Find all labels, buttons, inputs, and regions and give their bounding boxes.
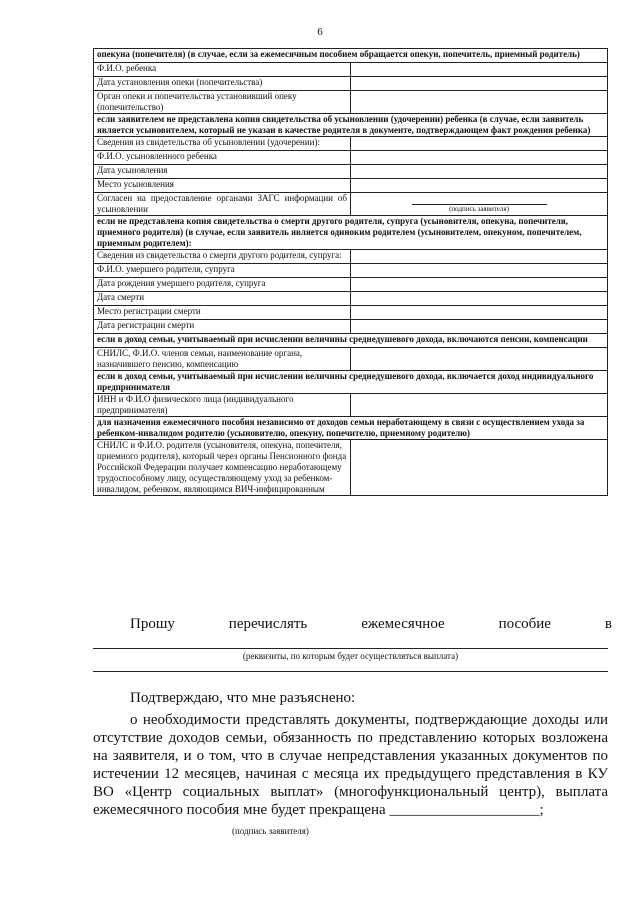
section-row [94, 49, 608, 63]
field-value[interactable] [351, 179, 608, 193]
page-number: 6 [317, 26, 323, 38]
field-value[interactable] [351, 264, 608, 278]
section-row [94, 371, 608, 394]
request-word: перечислять [228, 616, 308, 632]
field-value[interactable] [351, 63, 608, 77]
field-value[interactable] [351, 77, 608, 91]
section-heading: для назначения ежемесячного пособия независимо от доходов семьи неработающему в связи с осуществлением ухода за ребенком-инвалидом родителю (усыновителю, опекуну, попечителю, приемному родителю) [94, 417, 608, 440]
section-heading: если в доход семьи, учитываемый при исчислении величины среднедушевого дохода, включается доход индивидуального предпринимателя [94, 371, 608, 394]
section-row [94, 216, 608, 250]
field-label: Дата рождения умершего родителя, супруга [94, 278, 351, 292]
field-label: Дата установления опеки (попечительства) [94, 77, 351, 91]
signature-caption: (подпись заявителя) [232, 826, 309, 836]
field-value[interactable] [351, 278, 608, 292]
field-row [94, 264, 608, 278]
field-label: Дата усыновления [94, 165, 351, 179]
field-row [94, 137, 608, 151]
field-label: СНИЛС и Ф.И.О. родителя (усыновителя, опекуна, попечителя, приемного родителя), который через органы Пенсионного фонда Российской Федерации получает компенсацию неработающему трудоспособному лицу, осуществляющему уход за ребенком-инвалидом, ребенком, являющимся ВИЧ-инфицированным [94, 440, 351, 496]
field-row [94, 151, 608, 165]
field-row [94, 91, 608, 114]
field-label: ИНН и Ф.И.О физического лица (индивидуального предпринимателя) [94, 394, 351, 417]
confirmation-title: Подтверждаю, что мне разъяснено: [130, 690, 356, 706]
request-word: пособие [498, 616, 551, 632]
field-row [94, 63, 608, 77]
field-label: Сведения из свидетельства об усыновлении (удочерении): [94, 137, 351, 151]
payment-details-line-2[interactable] [93, 671, 608, 672]
application-form-table [93, 48, 608, 496]
field-row [94, 165, 608, 179]
request-word: Прошу [130, 616, 175, 632]
field-label: Ф.И.О. усыновленного ребенка [94, 151, 351, 165]
payment-details-line[interactable] [93, 648, 608, 649]
section-heading: если не представлена копия свидетельства о смерти другого родителя, супруга (усыновителя, опекуна, попечителя, приемного родителя) (в случае, если заявитель является одиноким родителем (усыновителем, опекуном, попечителем, приемным родителем): [94, 216, 608, 250]
field-value[interactable] [351, 306, 608, 320]
field-row [94, 440, 608, 496]
field-label: Орган опеки и попечительства установивший опеку (попечительство) [94, 91, 351, 114]
section-heading: если заявителем не представлена копия свидетельства об усыновлении (удочерении) ребенка (в случае, если заявитель является усыновителем, который не указан в качестве родителя в документе, подтверждающем факт рождения ребенка) [94, 114, 608, 137]
field-row [94, 250, 608, 264]
field-value[interactable] [351, 292, 608, 306]
field-label: Место регистрации смерти [94, 306, 351, 320]
field-row [94, 77, 608, 91]
field-value[interactable] [351, 348, 608, 371]
field-label: Место усыновления [94, 179, 351, 193]
field-label: Дата регистрации смерти [94, 320, 351, 334]
request-line [130, 616, 612, 633]
field-label: Ф.И.О. умершего родителя, супруга [94, 264, 351, 278]
payment-details-caption: (реквизиты, по которым будет осуществляться выплата) [242, 651, 459, 661]
field-label: Дата смерти [94, 292, 351, 306]
confirmation-body: о необходимости представлять документы, подтверждающие доходы или отсутствие доходов семьи, обязанность по представлению которых возложена на заявителя, и о том, что в случае непредставления указанных документов по истечении 12 месяцев, начиная с месяца их предыдущего представления в КУ ВО «Центр социальных выплат» (многофункциональный центр), выплата ежемесячного пособия мне будет прекращена ____________________; [93, 712, 608, 818]
field-value[interactable] [351, 137, 608, 151]
request-word: ежемесячное [361, 616, 445, 632]
field-label: Сведения из свидетельства о смерти другого родителя, супруга: [94, 250, 351, 264]
field-row [94, 320, 608, 334]
section-row [94, 114, 608, 137]
field-value[interactable] [351, 165, 608, 179]
field-label: Ф.И.О. ребенка [94, 63, 351, 77]
section-heading: если в доход семьи, учитываемый при исчислении величины среднедушевого дохода, включаются пенсии, компенсации [94, 334, 608, 348]
section-row [94, 417, 608, 440]
field-row [94, 306, 608, 320]
section-heading: опекуна (попечителя) (в случае, если за ежемесячным пособием обращается опекун, попечитель, приемный родитель) [94, 49, 608, 63]
request-word: в [604, 616, 612, 632]
field-row [94, 394, 608, 417]
field-row [94, 292, 608, 306]
field-value[interactable] [351, 193, 608, 216]
field-value[interactable] [351, 151, 608, 165]
field-row [94, 348, 608, 371]
field-row [94, 278, 608, 292]
signature-line: (подпись заявителя) [412, 204, 547, 214]
field-value[interactable] [351, 394, 608, 417]
field-value[interactable] [351, 250, 608, 264]
field-label: СНИЛС, Ф.И.О. членов семьи, наименование органа, назначившего пенсию, компенсацию [94, 348, 351, 371]
field-row [94, 193, 608, 216]
field-value[interactable] [351, 440, 608, 496]
section-row [94, 334, 608, 348]
field-value[interactable] [351, 91, 608, 114]
field-value[interactable] [351, 320, 608, 334]
field-row [94, 179, 608, 193]
field-label: Согласен на предоставление органами ЗАГС информации об усыновлении [94, 193, 351, 216]
